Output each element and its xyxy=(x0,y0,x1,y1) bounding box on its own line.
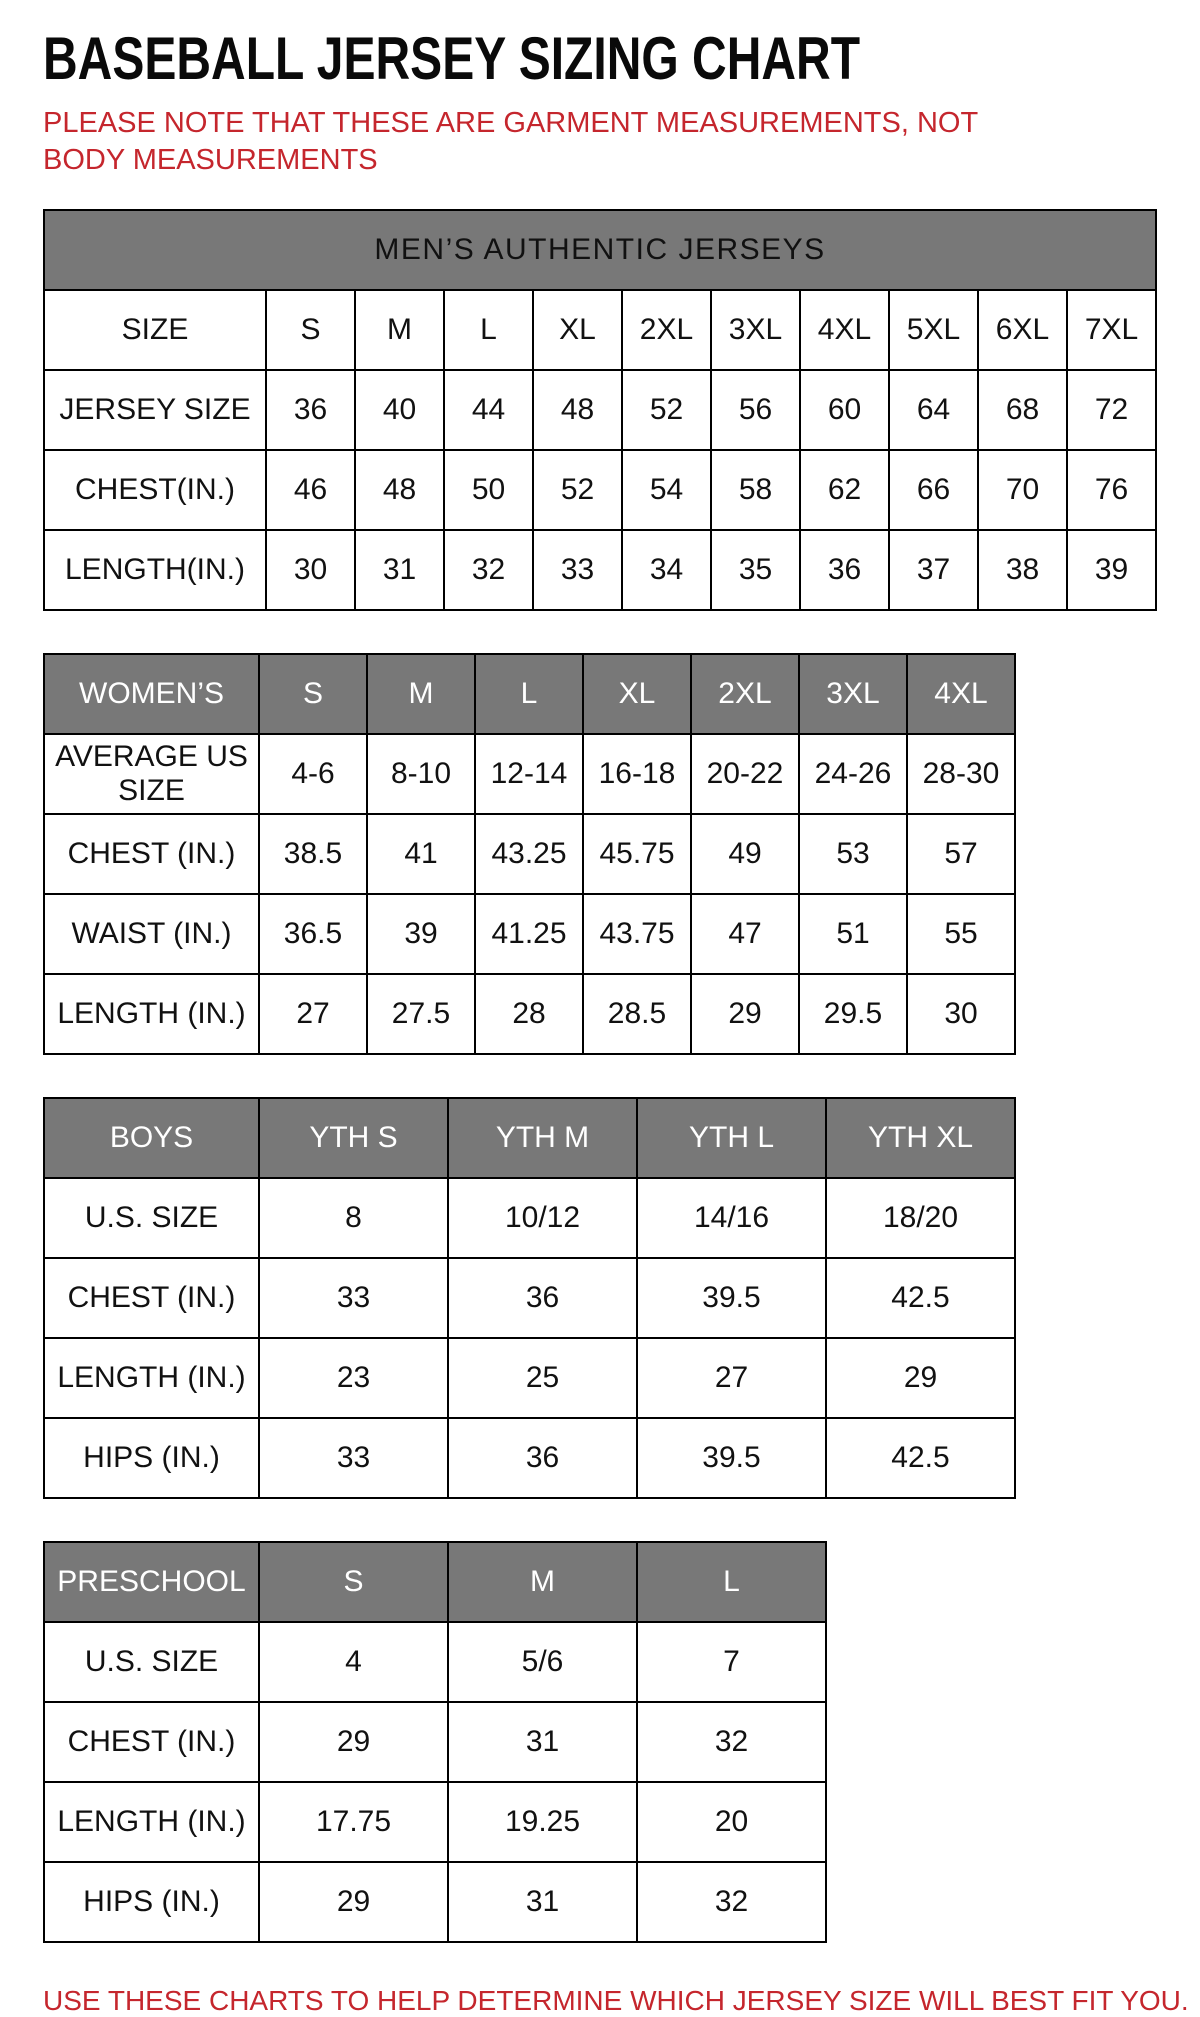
row-label: LENGTH (IN.) xyxy=(44,1338,259,1418)
cell-value: M xyxy=(355,290,444,370)
cell-value: 23 xyxy=(259,1338,448,1418)
table-row xyxy=(44,1338,1015,1418)
table-row xyxy=(44,1178,1015,1258)
boys-table-body xyxy=(44,1178,1015,1498)
cell-value: 42.5 xyxy=(826,1258,1015,1338)
table-row xyxy=(44,530,1156,610)
cell-value: 31 xyxy=(448,1702,637,1782)
cell-value: 27 xyxy=(259,974,367,1054)
row-label: WAIST (IN.) xyxy=(44,894,259,974)
cell-value: 12-14 xyxy=(475,734,583,814)
cell-value: 5/6 xyxy=(448,1622,637,1702)
cell-value: 36.5 xyxy=(259,894,367,974)
cell-value: 39.5 xyxy=(637,1258,826,1338)
cell-value: 7XL xyxy=(1067,290,1156,370)
column-header: L xyxy=(475,654,583,734)
cell-value: 7 xyxy=(637,1622,826,1702)
cell-value: 64 xyxy=(889,370,978,450)
row-label: LENGTH(IN.) xyxy=(44,530,266,610)
cell-value: 34 xyxy=(622,530,711,610)
cell-value: 68 xyxy=(978,370,1067,450)
preschool-header-row xyxy=(44,1542,826,1622)
womens-table-body xyxy=(44,734,1015,1054)
column-header: S xyxy=(259,1542,448,1622)
row-label: AVERAGE US SIZE xyxy=(44,734,259,814)
cell-value: 52 xyxy=(533,450,622,530)
cell-value: 28-30 xyxy=(907,734,1015,814)
row-label: HIPS (IN.) xyxy=(44,1418,259,1498)
column-header: 2XL xyxy=(691,654,799,734)
table-row xyxy=(44,734,1015,814)
cell-value: 56 xyxy=(711,370,800,450)
cell-value: 43.25 xyxy=(475,814,583,894)
cell-value: 36 xyxy=(448,1418,637,1498)
boys-sizing-table xyxy=(43,1097,1016,1499)
cell-value: 10/12 xyxy=(448,1178,637,1258)
cell-value: 14/16 xyxy=(637,1178,826,1258)
table-row xyxy=(44,1622,826,1702)
row-label: CHEST (IN.) xyxy=(44,814,259,894)
preschool-table-body xyxy=(44,1622,826,1942)
table-row xyxy=(44,290,1156,370)
cell-value: 37 xyxy=(889,530,978,610)
table-row xyxy=(44,1782,826,1862)
cell-value: 48 xyxy=(533,370,622,450)
column-header: YTH L xyxy=(637,1098,826,1178)
cell-value: 43.75 xyxy=(583,894,691,974)
cell-value: S xyxy=(266,290,355,370)
table-row xyxy=(44,814,1015,894)
cell-value: 27 xyxy=(637,1338,826,1418)
cell-value: 32 xyxy=(444,530,533,610)
cell-value: 29.5 xyxy=(799,974,907,1054)
column-header: PRESCHOOL xyxy=(44,1542,259,1622)
cell-value: 51 xyxy=(799,894,907,974)
cell-value: 45.75 xyxy=(583,814,691,894)
cell-value: 39.5 xyxy=(637,1418,826,1498)
cell-value: 41 xyxy=(367,814,475,894)
preschool-sizing-table xyxy=(43,1541,827,1943)
row-label: SIZE xyxy=(44,290,266,370)
row-label: HIPS (IN.) xyxy=(44,1862,259,1942)
cell-value: 29 xyxy=(691,974,799,1054)
cell-value: 70 xyxy=(978,450,1067,530)
cell-value: 30 xyxy=(907,974,1015,1054)
row-label: LENGTH (IN.) xyxy=(44,974,259,1054)
cell-value: 4XL xyxy=(800,290,889,370)
table-row xyxy=(44,370,1156,450)
cell-value: 18/20 xyxy=(826,1178,1015,1258)
cell-value: 16-18 xyxy=(583,734,691,814)
cell-value: 4 xyxy=(259,1622,448,1702)
boys-header-row xyxy=(44,1098,1015,1178)
cell-value: 36 xyxy=(266,370,355,450)
cell-value: 76 xyxy=(1067,450,1156,530)
row-label: CHEST (IN.) xyxy=(44,1702,259,1782)
cell-value: 42.5 xyxy=(826,1418,1015,1498)
footer-note: USE THESE CHARTS TO HELP DETERMINE WHICH JERSEY SIZE WILL BEST FIT YOU. xyxy=(43,1985,1189,2017)
cell-value: 2XL xyxy=(622,290,711,370)
column-header: WOMEN’S xyxy=(44,654,259,734)
table-row xyxy=(44,1258,1015,1338)
column-header: 4XL xyxy=(907,654,1015,734)
column-header: XL xyxy=(583,654,691,734)
cell-value: 6XL xyxy=(978,290,1067,370)
cell-value: 33 xyxy=(533,530,622,610)
cell-value: 62 xyxy=(800,450,889,530)
column-header: BOYS xyxy=(44,1098,259,1178)
table-row xyxy=(44,450,1156,530)
cell-value: 60 xyxy=(800,370,889,450)
cell-value: 41.25 xyxy=(475,894,583,974)
column-header: M xyxy=(448,1542,637,1622)
table-row xyxy=(44,974,1015,1054)
cell-value: 27.5 xyxy=(367,974,475,1054)
cell-value: 35 xyxy=(711,530,800,610)
row-label: CHEST(IN.) xyxy=(44,450,266,530)
cell-value: 4-6 xyxy=(259,734,367,814)
row-label: U.S. SIZE xyxy=(44,1178,259,1258)
cell-value: 38.5 xyxy=(259,814,367,894)
cell-value: 28.5 xyxy=(583,974,691,1054)
cell-value: 20-22 xyxy=(691,734,799,814)
row-label: LENGTH (IN.) xyxy=(44,1782,259,1862)
cell-value: 66 xyxy=(889,450,978,530)
page-title: BASEBALL JERSEY SIZING CHART xyxy=(43,25,861,92)
table-row xyxy=(44,894,1015,974)
cell-value: 33 xyxy=(259,1418,448,1498)
cell-value: 38 xyxy=(978,530,1067,610)
garment-measurement-note: PLEASE NOTE THAT THESE ARE GARMENT MEASUREMENTS, NOT BODY MEASUREMENTS xyxy=(43,107,978,177)
column-header: M xyxy=(367,654,475,734)
row-label: JERSEY SIZE xyxy=(44,370,266,450)
cell-value: 19.25 xyxy=(448,1782,637,1862)
mens-table-title: MEN’S AUTHENTIC JERSEYS xyxy=(44,210,1156,290)
cell-value: L xyxy=(444,290,533,370)
cell-value: 36 xyxy=(800,530,889,610)
cell-value: 32 xyxy=(637,1702,826,1782)
cell-value: 33 xyxy=(259,1258,448,1338)
cell-value: 32 xyxy=(637,1862,826,1942)
womens-header-row xyxy=(44,654,1015,734)
cell-value: 29 xyxy=(259,1862,448,1942)
cell-value: 5XL xyxy=(889,290,978,370)
cell-value: 58 xyxy=(711,450,800,530)
mens-table-body xyxy=(44,290,1156,610)
table-row xyxy=(44,1418,1015,1498)
cell-value: 36 xyxy=(448,1258,637,1338)
cell-value: 17.75 xyxy=(259,1782,448,1862)
column-header: YTH S xyxy=(259,1098,448,1178)
row-label: CHEST (IN.) xyxy=(44,1258,259,1338)
cell-value: 53 xyxy=(799,814,907,894)
cell-value: 48 xyxy=(355,450,444,530)
cell-value: 24-26 xyxy=(799,734,907,814)
table-row xyxy=(44,1862,826,1942)
column-header: YTH XL xyxy=(826,1098,1015,1178)
cell-value: 3XL xyxy=(711,290,800,370)
cell-value: 8 xyxy=(259,1178,448,1258)
cell-value: 49 xyxy=(691,814,799,894)
cell-value: 50 xyxy=(444,450,533,530)
cell-value: 72 xyxy=(1067,370,1156,450)
column-header: 3XL xyxy=(799,654,907,734)
column-header: L xyxy=(637,1542,826,1622)
cell-value: 40 xyxy=(355,370,444,450)
row-label: U.S. SIZE xyxy=(44,1622,259,1702)
cell-value: 31 xyxy=(448,1862,637,1942)
cell-value: 28 xyxy=(475,974,583,1054)
column-header: YTH M xyxy=(448,1098,637,1178)
cell-value: 20 xyxy=(637,1782,826,1862)
cell-value: 29 xyxy=(826,1338,1015,1418)
womens-sizing-table xyxy=(43,653,1016,1055)
cell-value: 47 xyxy=(691,894,799,974)
cell-value: 31 xyxy=(355,530,444,610)
mens-table-title-row xyxy=(44,210,1156,290)
cell-value: 8-10 xyxy=(367,734,475,814)
table-row xyxy=(44,1702,826,1782)
cell-value: 30 xyxy=(266,530,355,610)
cell-value: 57 xyxy=(907,814,1015,894)
cell-value: 46 xyxy=(266,450,355,530)
cell-value: 55 xyxy=(907,894,1015,974)
cell-value: 54 xyxy=(622,450,711,530)
cell-value: 29 xyxy=(259,1702,448,1782)
cell-value: 39 xyxy=(1067,530,1156,610)
cell-value: 25 xyxy=(448,1338,637,1418)
cell-value: 52 xyxy=(622,370,711,450)
cell-value: 39 xyxy=(367,894,475,974)
column-header: S xyxy=(259,654,367,734)
cell-value: XL xyxy=(533,290,622,370)
mens-authentic-jerseys-table xyxy=(43,209,1157,611)
cell-value: 44 xyxy=(444,370,533,450)
